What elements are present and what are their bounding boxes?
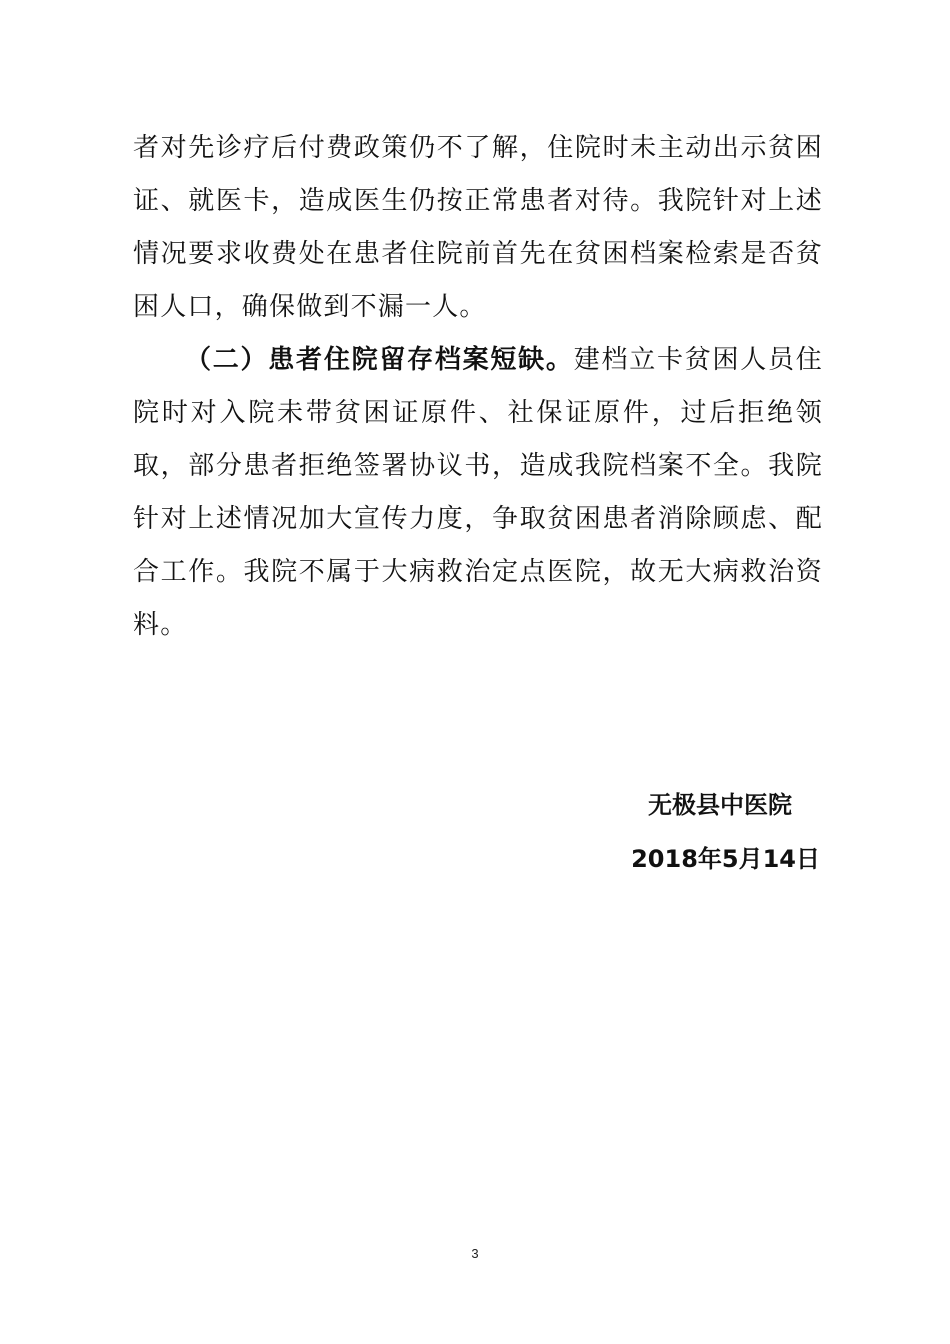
- signature-organization: 无极县中医院: [648, 791, 792, 819]
- signature-block: [560, 778, 820, 886]
- paragraph-section-two: [133, 334, 823, 652]
- section-two-heading: （二）患者住院留存档案短缺。: [185, 345, 574, 375]
- document-body: [133, 122, 823, 652]
- signature-date: 2018年5月14日: [631, 845, 820, 873]
- page-number: 3: [471, 1246, 479, 1261]
- paragraph-continuation: 者对先诊疗后付费政策仍不了解，住院时未主动出示贫困证、就医卡，造成医生仍按正常患者对待。我院针对上述情况要求收费处在患者住院前首先在贫困档案检索是否贫困人口，确保做到不漏一人。: [133, 133, 823, 322]
- section-two-body: 建档立卡贫困人员住院时对入院未带贫困证原件、社保证原件，过后拒绝领取，部分患者拒绝签署协议书，造成我院档案不全。我院针对上述情况加大宣传力度，争取贫困患者消除顾虑、配合工作。我院不属于大病救治定点医院，故无大病救治资料。: [133, 345, 823, 640]
